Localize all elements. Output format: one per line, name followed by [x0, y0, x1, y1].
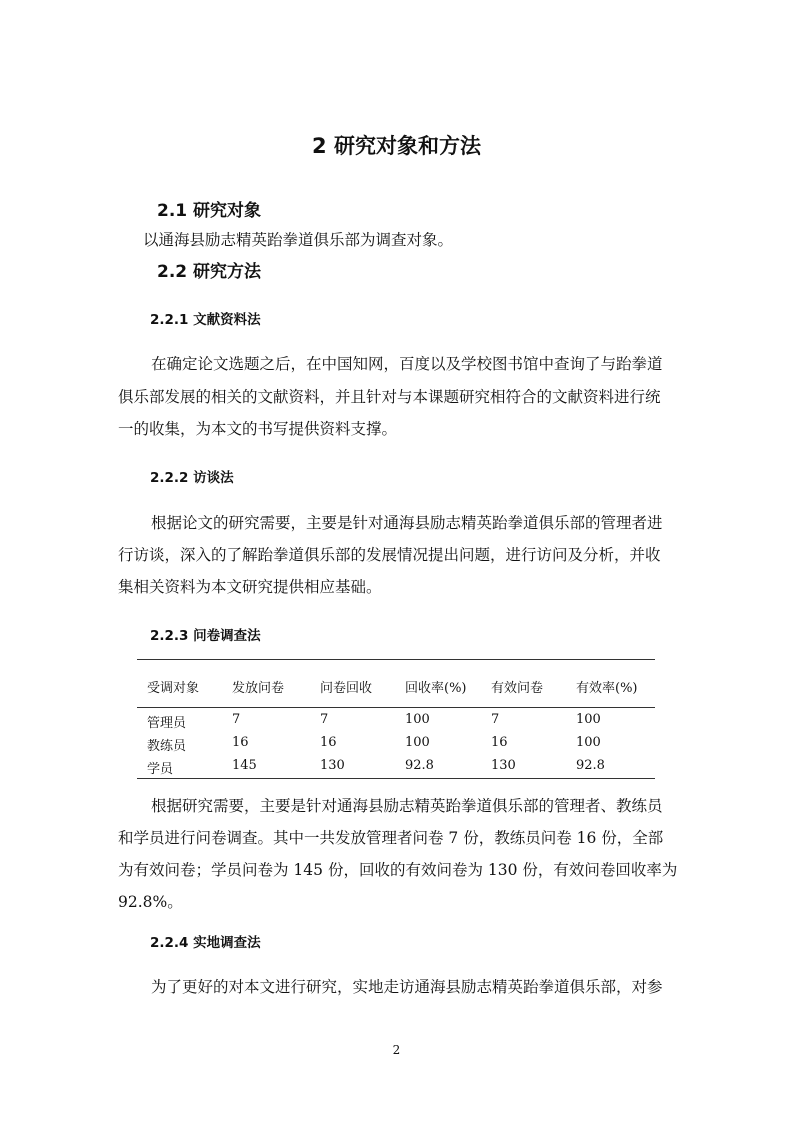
paragraph-line: 一的收集，为本文的书写提供资料支撑。 [118, 420, 398, 438]
table-header-cell: 有效率(%) [576, 681, 638, 696]
table-cell: 学员 [147, 762, 174, 777]
chapter-title: 2 研究对象和方法 [312, 134, 481, 158]
table-header-rule [137, 707, 655, 708]
subsection-heading-2-2-3: 2.2.3 问卷调查法 [150, 628, 261, 644]
table-header-cell: 发放问卷 [232, 681, 285, 696]
table-header-cell: 受调对象 [147, 681, 200, 696]
table-top-rule [137, 659, 655, 660]
table-header-cell: 回收率(%) [405, 681, 467, 696]
table-bottom-rule [137, 778, 655, 779]
table-cell: 16 [232, 735, 249, 750]
subsection-heading-2-2-2: 2.2.2 访谈法 [150, 470, 234, 486]
paragraph-line: 俱乐部发展的相关的文献资料，并且针对与本课题研究相符合的文献资料进行统 [118, 388, 661, 406]
table-cell: 管理员 [147, 716, 187, 731]
paragraph-line: 集相关资料为本文研究提供相应基础。 [118, 578, 382, 596]
table-cell: 92.8 [576, 758, 605, 773]
paragraph-line: 在确定论文选题之后，在中国知网，百度以及学校图书馆中查询了与跆拳道 [151, 355, 663, 373]
table-cell: 130 [491, 758, 516, 773]
table-cell: 130 [320, 758, 345, 773]
table-cell: 100 [576, 735, 601, 750]
paragraph-line: 为了更好的对本文进行研究，实地走访通海县励志精英跆拳道俱乐部，对参 [151, 978, 663, 996]
table-header-cell: 问卷回收 [320, 681, 373, 696]
paragraph-line: 92.8%。 [118, 893, 183, 911]
table-cell: 100 [576, 712, 601, 727]
table-cell: 7 [491, 712, 500, 727]
subsection-heading-2-2-1: 2.2.1 文献资料法 [150, 312, 261, 328]
page-number: 2 [392, 1043, 401, 1057]
table-cell: 7 [320, 712, 329, 727]
table-cell: 100 [405, 712, 430, 727]
survey-table [137, 659, 655, 779]
paragraph-line: 根据研究需要，主要是针对通海县励志精英跆拳道俱乐部的管理者、教练员 [151, 797, 663, 815]
table-cell: 16 [320, 735, 337, 750]
table-cell: 教练员 [147, 739, 187, 754]
table-cell: 100 [405, 735, 430, 750]
paragraph-line: 为有效问卷；学员问卷为 145 份，回收的有效问卷为 130 份，有效问卷回收率为 [118, 861, 678, 879]
paragraph-line: 行访谈，深入的了解跆拳道俱乐部的发展情况提出问题，进行访问及分析，并收 [118, 546, 661, 564]
table-header-cell: 有效问卷 [491, 681, 544, 696]
table-cell: 16 [491, 735, 508, 750]
table-cell: 7 [232, 712, 241, 727]
paragraph-line: 根据论文的研究需要，主要是针对通海县励志精英跆拳道俱乐部的管理者进 [151, 514, 663, 532]
section-2-1-body: 以通海县励志精英跆拳道俱乐部为调查对象。 [143, 231, 454, 249]
table-cell: 92.8 [405, 758, 434, 773]
table-cell: 145 [232, 758, 257, 773]
section-heading-2-1: 2.1 研究对象 [157, 201, 262, 221]
section-heading-2-2: 2.2 研究方法 [157, 262, 262, 282]
subsection-heading-2-2-4: 2.2.4 实地调查法 [150, 935, 261, 951]
paragraph-line: 和学员进行问卷调查。其中一共发放管理者问卷 7 份，教练员问卷 16 份，全部 [118, 829, 664, 847]
